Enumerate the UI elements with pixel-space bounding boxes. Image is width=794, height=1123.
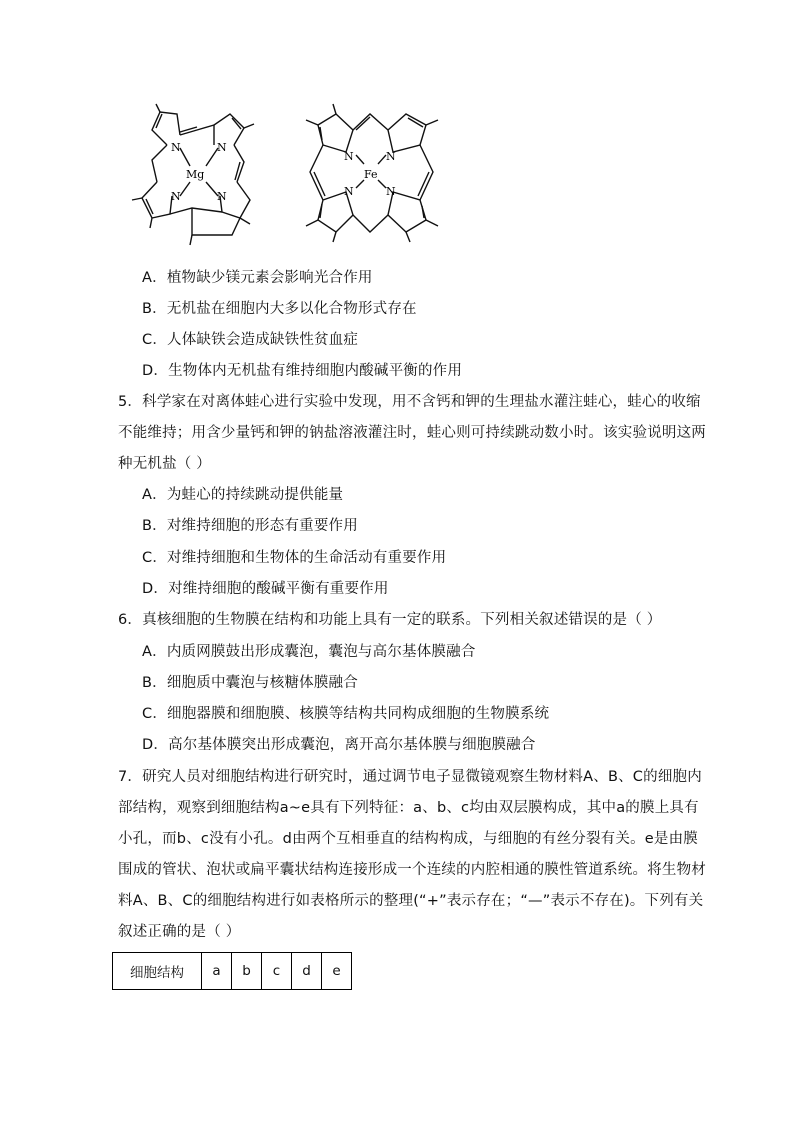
option-text: 内质网膜鼓出形成囊泡，囊泡与高尔基体膜融合 (166, 644, 476, 660)
mg-atom-label: Mg (186, 168, 205, 181)
q4-option-a[interactable] (142, 268, 373, 288)
n-atom-label: N (386, 150, 396, 163)
option-letter: D． (142, 737, 169, 753)
q4-option-c[interactable] (142, 330, 358, 350)
fe-porphyrin-figure (298, 100, 448, 250)
option-text: 人体缺铁会造成缺铁性贫血症 (167, 332, 359, 348)
q6-option-b[interactable] (142, 673, 358, 693)
q5-stem-line: 种无机盐（ ） (118, 456, 212, 472)
table-header-cell: e (322, 953, 352, 990)
n-atom-label: N (171, 141, 181, 154)
option-text: 细胞质中囊泡与核糖体膜融合 (166, 675, 358, 691)
option-letter: B． (142, 301, 167, 317)
q5-stem-line: 5．科学家在对离体蛙心进行实验中发现，用不含钙和钾的生理盐水灌注蛙心，蛙心的收缩 (118, 394, 701, 410)
q4-option-b[interactable] (142, 299, 417, 319)
fe-atom-label: Fe (364, 168, 378, 181)
option-letter: C． (142, 550, 168, 566)
q6-option-a[interactable] (142, 642, 476, 662)
n-atom-label: N (217, 190, 227, 203)
q7-stem-line: 料A、B、C的细胞结构进行如表格所示的整理(“+”表示存在；“—”表示不存在)。下列有关 (118, 893, 704, 909)
table-header-label: 细胞结构 (113, 953, 202, 990)
option-letter: D． (142, 581, 169, 597)
q5-stem-line: 不能维持；用含少量钙和钾的钠盐溶液灌注时，蛙心则可持续跳动数小时。该实验说明这两 (118, 425, 706, 441)
table-header-row (113, 953, 352, 990)
q5-option-b[interactable] (142, 516, 358, 536)
fe-porphyrin-diagram (298, 100, 448, 250)
option-letter: C． (142, 332, 168, 348)
n-atom-label: N (386, 185, 396, 198)
q7-stem-line: 部结构，观察到细胞结构a~e具有下列特征：a、b、c均由双层膜构成，其中a的膜上具有 (118, 800, 699, 816)
option-letter: B． (142, 675, 167, 691)
table-header-cell: a (202, 953, 232, 990)
option-text: 高尔基体膜突出形成囊泡，离开高尔基体膜与细胞膜融合 (168, 737, 536, 753)
option-letter: B． (142, 518, 167, 534)
cell-structure-table (112, 952, 352, 990)
option-text: 对维持细胞的形态有重要作用 (166, 518, 358, 534)
mg-porphyrin-figure (122, 100, 272, 250)
option-text: 为蛙心的持续跳动提供能量 (166, 487, 344, 503)
q5-option-a[interactable] (142, 485, 343, 505)
mg-porphyrin-diagram (122, 100, 272, 250)
q7-stem-line: 小孔，而b、c没有小孔。d由两个互相垂直的结构构成，与细胞的有丝分裂有关。e是由膜 (118, 831, 698, 847)
option-text: 无机盐在细胞内大多以化合物形式存在 (166, 301, 417, 317)
q6-option-c[interactable] (142, 704, 549, 724)
n-atom-label: N (344, 150, 354, 163)
option-letter: C． (142, 706, 168, 722)
option-letter: A． (142, 644, 167, 660)
table-header-cell: d (292, 953, 322, 990)
q4-option-d[interactable] (142, 361, 462, 381)
option-text: 对维持细胞的酸碱平衡有重要作用 (168, 581, 389, 597)
option-letter: A． (142, 270, 167, 286)
option-text: 生物体内无机盐有维持细胞内酸碱平衡的作用 (168, 363, 463, 379)
n-atom-label: N (217, 141, 227, 154)
option-text: 植物缺少镁元素会影响光合作用 (166, 270, 373, 286)
q5-option-c[interactable] (142, 548, 446, 568)
q6-option-d[interactable] (142, 735, 536, 755)
q7-stem-line: 围成的管状、泡状或扁平囊状结构连接形成一个连续的内腔相通的膜性管道系统。将生物材 (118, 862, 706, 878)
option-text: 细胞器膜和细胞膜、核膜等结构共同构成细胞的生物膜系统 (167, 706, 550, 722)
q6-stem: 6．真核细胞的生物膜在结构和功能上具有一定的联系。下列相关叙述错误的是（ ） (118, 612, 662, 628)
n-atom-label: N (344, 185, 354, 198)
q7-stem-line: 叙述正确的是（ ） (118, 924, 241, 940)
q7-stem-line: 7．研究人员对细胞结构进行研究时，通过调节电子显微镜观察生物材料A、B、C的细胞内 (118, 769, 702, 785)
q5-option-d[interactable] (142, 579, 389, 599)
n-atom-label: N (171, 190, 181, 203)
table-header-cell: b (232, 953, 262, 990)
option-letter: A． (142, 487, 167, 503)
option-letter: D． (142, 363, 169, 379)
table-header-cell: c (262, 953, 292, 990)
option-text: 对维持细胞和生物体的生命活动有重要作用 (167, 550, 447, 566)
